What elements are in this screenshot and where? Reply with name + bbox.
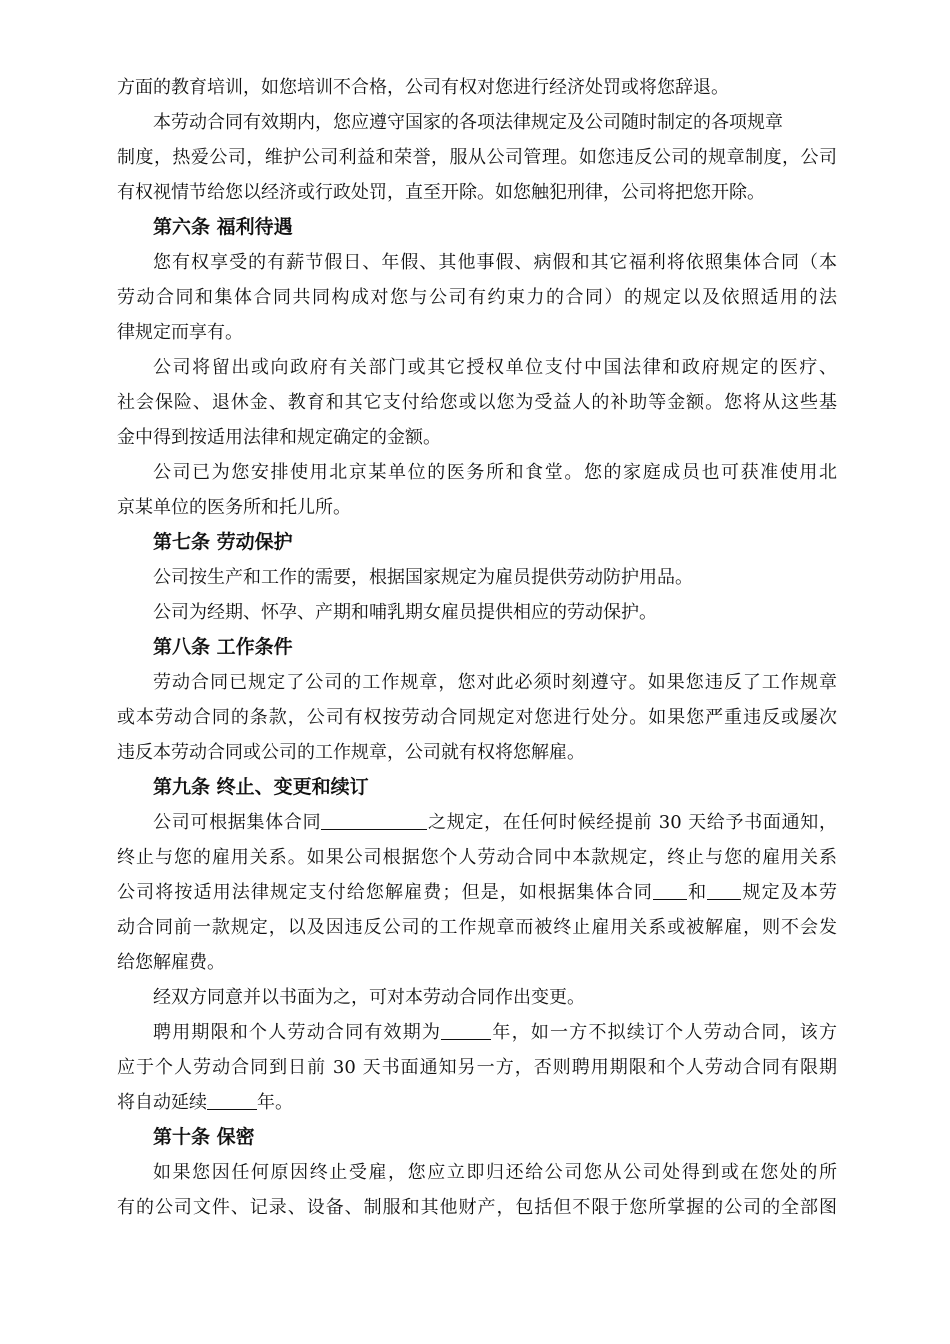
section-heading xyxy=(117,1120,837,1155)
text-line xyxy=(117,1015,837,1050)
text-line xyxy=(117,490,837,525)
line-text: 公司将按适用法律规定支付给您解雇费；但是，如根据集体合同 xyxy=(117,882,653,903)
text-line xyxy=(117,70,837,105)
text-line xyxy=(117,385,837,420)
text-line xyxy=(117,455,837,490)
text-line xyxy=(117,735,837,770)
text-line xyxy=(117,875,837,910)
document-page xyxy=(117,70,837,1225)
text-line xyxy=(117,840,837,875)
fill-in-blank xyxy=(321,811,427,830)
line-text: 第十条 保密 xyxy=(153,1126,255,1148)
text-line xyxy=(117,350,837,385)
text-line xyxy=(117,1050,837,1085)
line-text: 和 xyxy=(687,882,708,903)
line-text: 年，如一方不拟续订个人劳动合同，该方 xyxy=(491,1022,837,1043)
line-text: 将自动延续 xyxy=(117,1092,207,1113)
text-line xyxy=(117,1190,837,1225)
line-text: 应于个人劳动合同到日前 30 天书面通知另一方，否则聘用期限和个人劳动合同有限期 xyxy=(117,1057,837,1078)
line-text: 动合同前一款规定，以及因违反公司的工作规章而被终止雇用关系或被解雇，则不会发 xyxy=(117,917,837,938)
text-line xyxy=(117,105,837,140)
text-line xyxy=(117,1085,837,1120)
text-line xyxy=(117,560,837,595)
line-text: 第九条 终止、变更和续订 xyxy=(153,776,369,798)
line-text: 本劳动合同有效期内，您应遵守国家的各项法律规定及公司随时制定的各项规章 xyxy=(153,112,783,133)
line-text: 劳动合同和集体合同共同构成对您与公司有约束力的合同）的规定以及依照适用的法 xyxy=(117,287,837,308)
text-line xyxy=(117,245,837,280)
section-heading xyxy=(117,525,837,560)
line-text: 劳动合同已规定了公司的工作规章，您对此必须时刻遵守。如果您违反了工作规章 xyxy=(153,672,837,693)
line-text: 违反本劳动合同或公司的工作规章，公司就有权将您解雇。 xyxy=(117,742,585,763)
line-text: 金中得到按适用法律和规定确定的金额。 xyxy=(117,427,441,448)
line-text: 公司为经期、怀孕、产期和哺乳期女雇员提供相应的劳动保护。 xyxy=(153,602,657,623)
line-text: 如果您因任何原因终止受雇，您应立即归还给公司您从公司处得到或在您处的所 xyxy=(153,1162,837,1183)
text-line xyxy=(117,140,837,175)
text-line xyxy=(117,420,837,455)
line-text: 公司按生产和工作的需要，根据国家规定为雇员提供劳动防护用品。 xyxy=(153,567,693,588)
fill-in-blank xyxy=(707,881,741,900)
line-text: 经双方同意并以书面为之，可对本劳动合同作出变更。 xyxy=(153,987,585,1008)
line-text: 社会保险、退休金、教育和其它支付给您或以您为受益人的补助等金额。您将从这些基 xyxy=(117,392,837,413)
line-text: 方面的教育培训，如您培训不合格，公司有权对您进行经济处罚或将您辞退。 xyxy=(117,77,729,98)
fill-in-blank xyxy=(207,1091,257,1110)
line-text: 律规定而享有。 xyxy=(117,322,243,343)
line-text: 给您解雇费。 xyxy=(117,952,225,973)
line-text: 公司将留出或向政府有关部门或其它授权单位支付中国法律和政府规定的医疗、 xyxy=(153,357,837,378)
line-text: 终止与您的雇用关系。如果公司根据您个人劳动合同中本款规定，终止与您的雇用关系 xyxy=(117,847,837,868)
line-text: 年。 xyxy=(257,1092,293,1113)
text-line xyxy=(117,980,837,1015)
line-text: 公司已为您安排使用北京某单位的医务所和食堂。您的家庭成员也可获准使用北 xyxy=(153,462,837,483)
line-text: 聘用期限和个人劳动合同有效期为 xyxy=(153,1022,442,1043)
section-heading xyxy=(117,210,837,245)
fill-in-blank xyxy=(653,881,687,900)
line-text: 有权视情节给您以经济或行政处罚，直至开除。如您触犯刑律，公司将把您开除。 xyxy=(117,182,765,203)
text-line xyxy=(117,1155,837,1190)
text-line xyxy=(117,315,837,350)
text-line xyxy=(117,280,837,315)
text-line xyxy=(117,945,837,980)
line-text: 您有权享受的有薪节假日、年假、其他事假、病假和其它福利将依照集体合同（本 xyxy=(153,252,837,273)
text-line xyxy=(117,805,837,840)
line-text: 之规定，在任何时候经提前 30 天给予书面通知， xyxy=(427,812,837,833)
line-text: 公司可根据集体合同 xyxy=(153,812,322,833)
line-text: 第六条 福利待遇 xyxy=(153,216,293,238)
section-heading xyxy=(117,770,837,805)
section-heading xyxy=(117,630,837,665)
line-text: 有的公司文件、记录、设备、制服和其他财产，包括但不限于您所掌握的公司的全部图 xyxy=(117,1197,837,1218)
line-text: 制度，热爱公司，维护公司利益和荣誉，服从公司管理。如您违反公司的规章制度，公司 xyxy=(117,147,837,168)
text-line xyxy=(117,910,837,945)
line-text: 第七条 劳动保护 xyxy=(153,531,293,553)
fill-in-blank xyxy=(441,1021,491,1040)
text-line xyxy=(117,595,837,630)
line-text: 或本劳动合同的条款，公司有权按劳动合同规定对您进行处分。如果您严重违反或屡次 xyxy=(117,707,837,728)
text-line xyxy=(117,665,837,700)
text-line xyxy=(117,700,837,735)
line-text: 规定及本劳 xyxy=(741,882,837,903)
line-text: 京某单位的医务所和托儿所。 xyxy=(117,497,351,518)
line-text: 第八条 工作条件 xyxy=(153,636,293,658)
text-line xyxy=(117,175,837,210)
